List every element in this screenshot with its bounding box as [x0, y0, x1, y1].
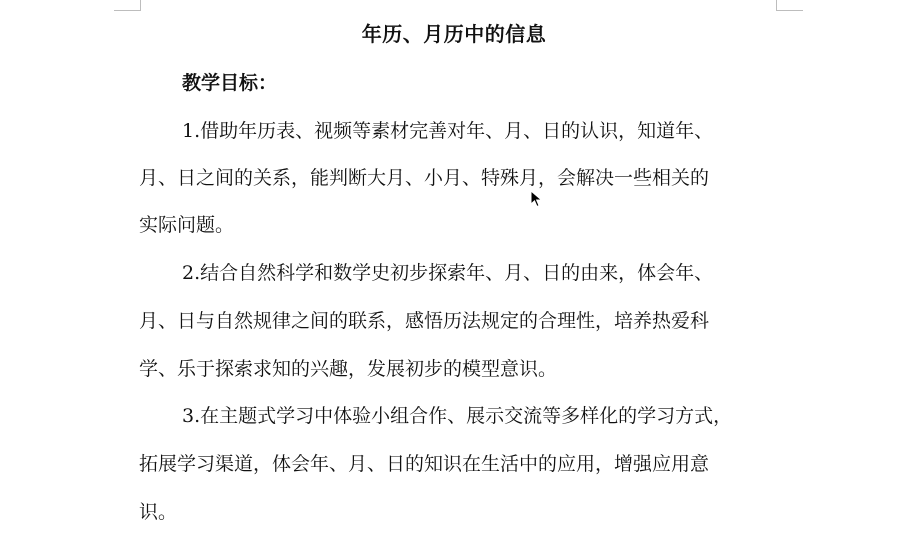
- paragraph-line: 实际问题。: [139, 214, 235, 236]
- page-corner-mark-left: [114, 0, 141, 11]
- paragraph-line: 3.在主题式学习中体验小组合作、展示交流等多样化的学习方式，: [182, 405, 733, 427]
- paragraph-line: 学、乐于探索求知的兴趣，发展初步的模型意识。: [139, 358, 558, 380]
- paragraph-line: 月、日之间的关系，能判断大月、小月、特殊月，会解决一些相关的: [139, 167, 710, 189]
- section-heading: 教学目标：: [182, 72, 278, 94]
- paragraph-line: 2.结合自然科学和数学史初步探索年、月、日的由来，体会年、: [182, 262, 714, 284]
- mouse-pointer-icon: [530, 190, 544, 208]
- paragraph-line: 1.借助年历表、视频等素材完善对年、月、日的认识，知道年、: [182, 120, 714, 142]
- document-title: 年历、月历中的信息: [361, 22, 547, 46]
- page-corner-mark-right: [776, 0, 803, 11]
- paragraph-line: 月、日与自然规律之间的联系，感悟历法规定的合理性，培养热爱科: [139, 310, 710, 332]
- paragraph-line: 拓展学习渠道，体会年、月、日的知识在生活中的应用，增强应用意: [139, 453, 710, 475]
- paragraph-line: 识。: [139, 501, 178, 523]
